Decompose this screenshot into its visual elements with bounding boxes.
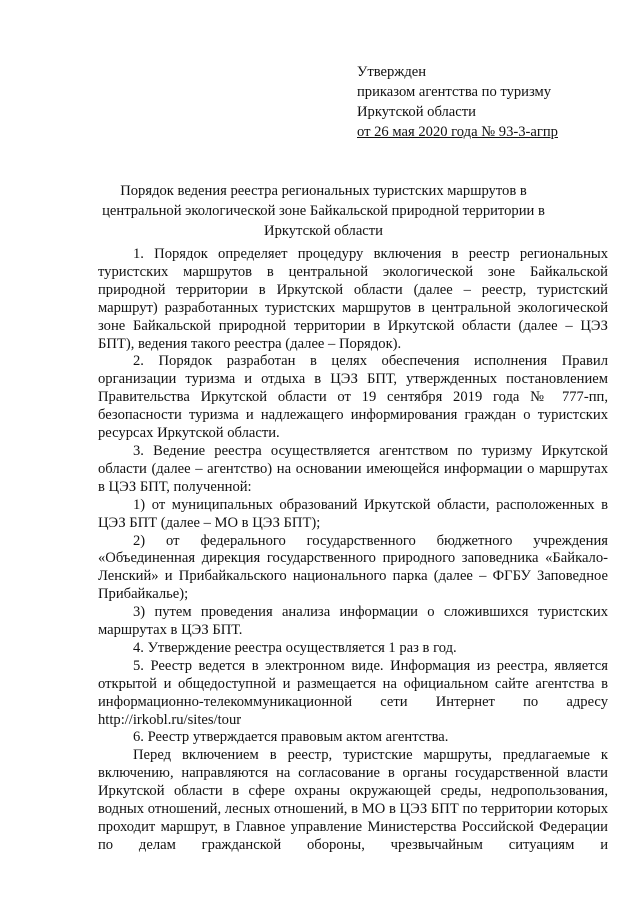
paragraph-1: 1. Порядок определяет процедуру включения в реестр региональных туристских маршрутов в центральной экологической зоне Байкальской природной территории в Иркутской области (далее – реестр, туристский маршрут) разработанных туристских маршрутов в центральной экологической зоне Байкальской природной территории в Иркутской области (далее – ЦЭЗ БПТ), ведения такого реестра (далее – Порядок). bbox=[98, 246, 608, 352]
paragraph-3: 3. Ведение реестра осуществляется агентством по туризму Иркутской области (далее – агентство) на основании имеющейся информации о маршрутах в ЦЭЗ БПТ, полученной: bbox=[98, 442, 608, 495]
paragraph-6: 6. Реестр утверждается правовым актом агентства. bbox=[133, 729, 449, 746]
approval-line-4: от 26 мая 2020 года № 93-3-агпр bbox=[357, 124, 558, 140]
paragraph-7: Перед включением в реестр, туристские маршруты, предлагаемые к включению, направляются на согласование в органы государственной власти Иркутской области в сфере охраны окружающей среды, недропользования, водных отношений, лесных отношений, в МО в ЦЭЗ БПТ по территории которых проходит маршрут, в Главное управление Министерства Российской Федерации по делам гражданской обороны, чрезвычайным ситуациям и bbox=[98, 747, 608, 853]
approval-line-2: приказом агентства по туризму bbox=[357, 84, 552, 100]
approval-line-3: Иркутской области bbox=[357, 104, 476, 120]
approval-stamp bbox=[357, 62, 617, 142]
document-body bbox=[98, 246, 608, 855]
paragraph-2: 2. Порядок разработан в целях обеспечения исполнения Правил организации туризма и отдыха в ЦЭЗ БПТ, утвержденных постановлением Правительства Иркутской области от 19 сентября 2019 года № 777-пп, безопасности туризма и надлежащего информирования граждан о туристских ресурсах Иркутской области. bbox=[98, 353, 608, 442]
paragraph-3-item-1: 1) от муниципальных образований Иркутской области, расположенных в ЦЭЗ БПТ (далее – МО в ЦЭЗ БПТ); bbox=[98, 496, 608, 531]
approval-line-1: Утвержден bbox=[357, 64, 427, 80]
document-title: Порядок ведения реестра региональных туристских маршрутов в центральной экологической зоне Байкальской природной территории в Иркутской области bbox=[102, 183, 545, 239]
paragraph-3-item-3: 3) путем проведения анализа информации о сложившихся туристских маршрутах в ЦЭЗ БПТ. bbox=[98, 604, 608, 639]
paragraph-3-item-2: 2) от федерального государственного бюджетного учреждения «Объединенная дирекция государственного природного заповедника «Байкало-Ленский» и Прибайкальского национального парка (далее – ФГБУ Заповедное Прибайкалье); bbox=[98, 532, 608, 603]
paragraph-4: 4. Утверждение реестра осуществляется 1 раз в год. bbox=[133, 639, 457, 656]
paragraph-5: 5. Реестр ведется в электронном виде. Информация из реестра, является открытой и общедоступной и размещается на официальном сайте агентства в информационно-телекоммуникационной сети Интернет по адресу http://irkobl.ru/sites/tour bbox=[98, 657, 608, 728]
